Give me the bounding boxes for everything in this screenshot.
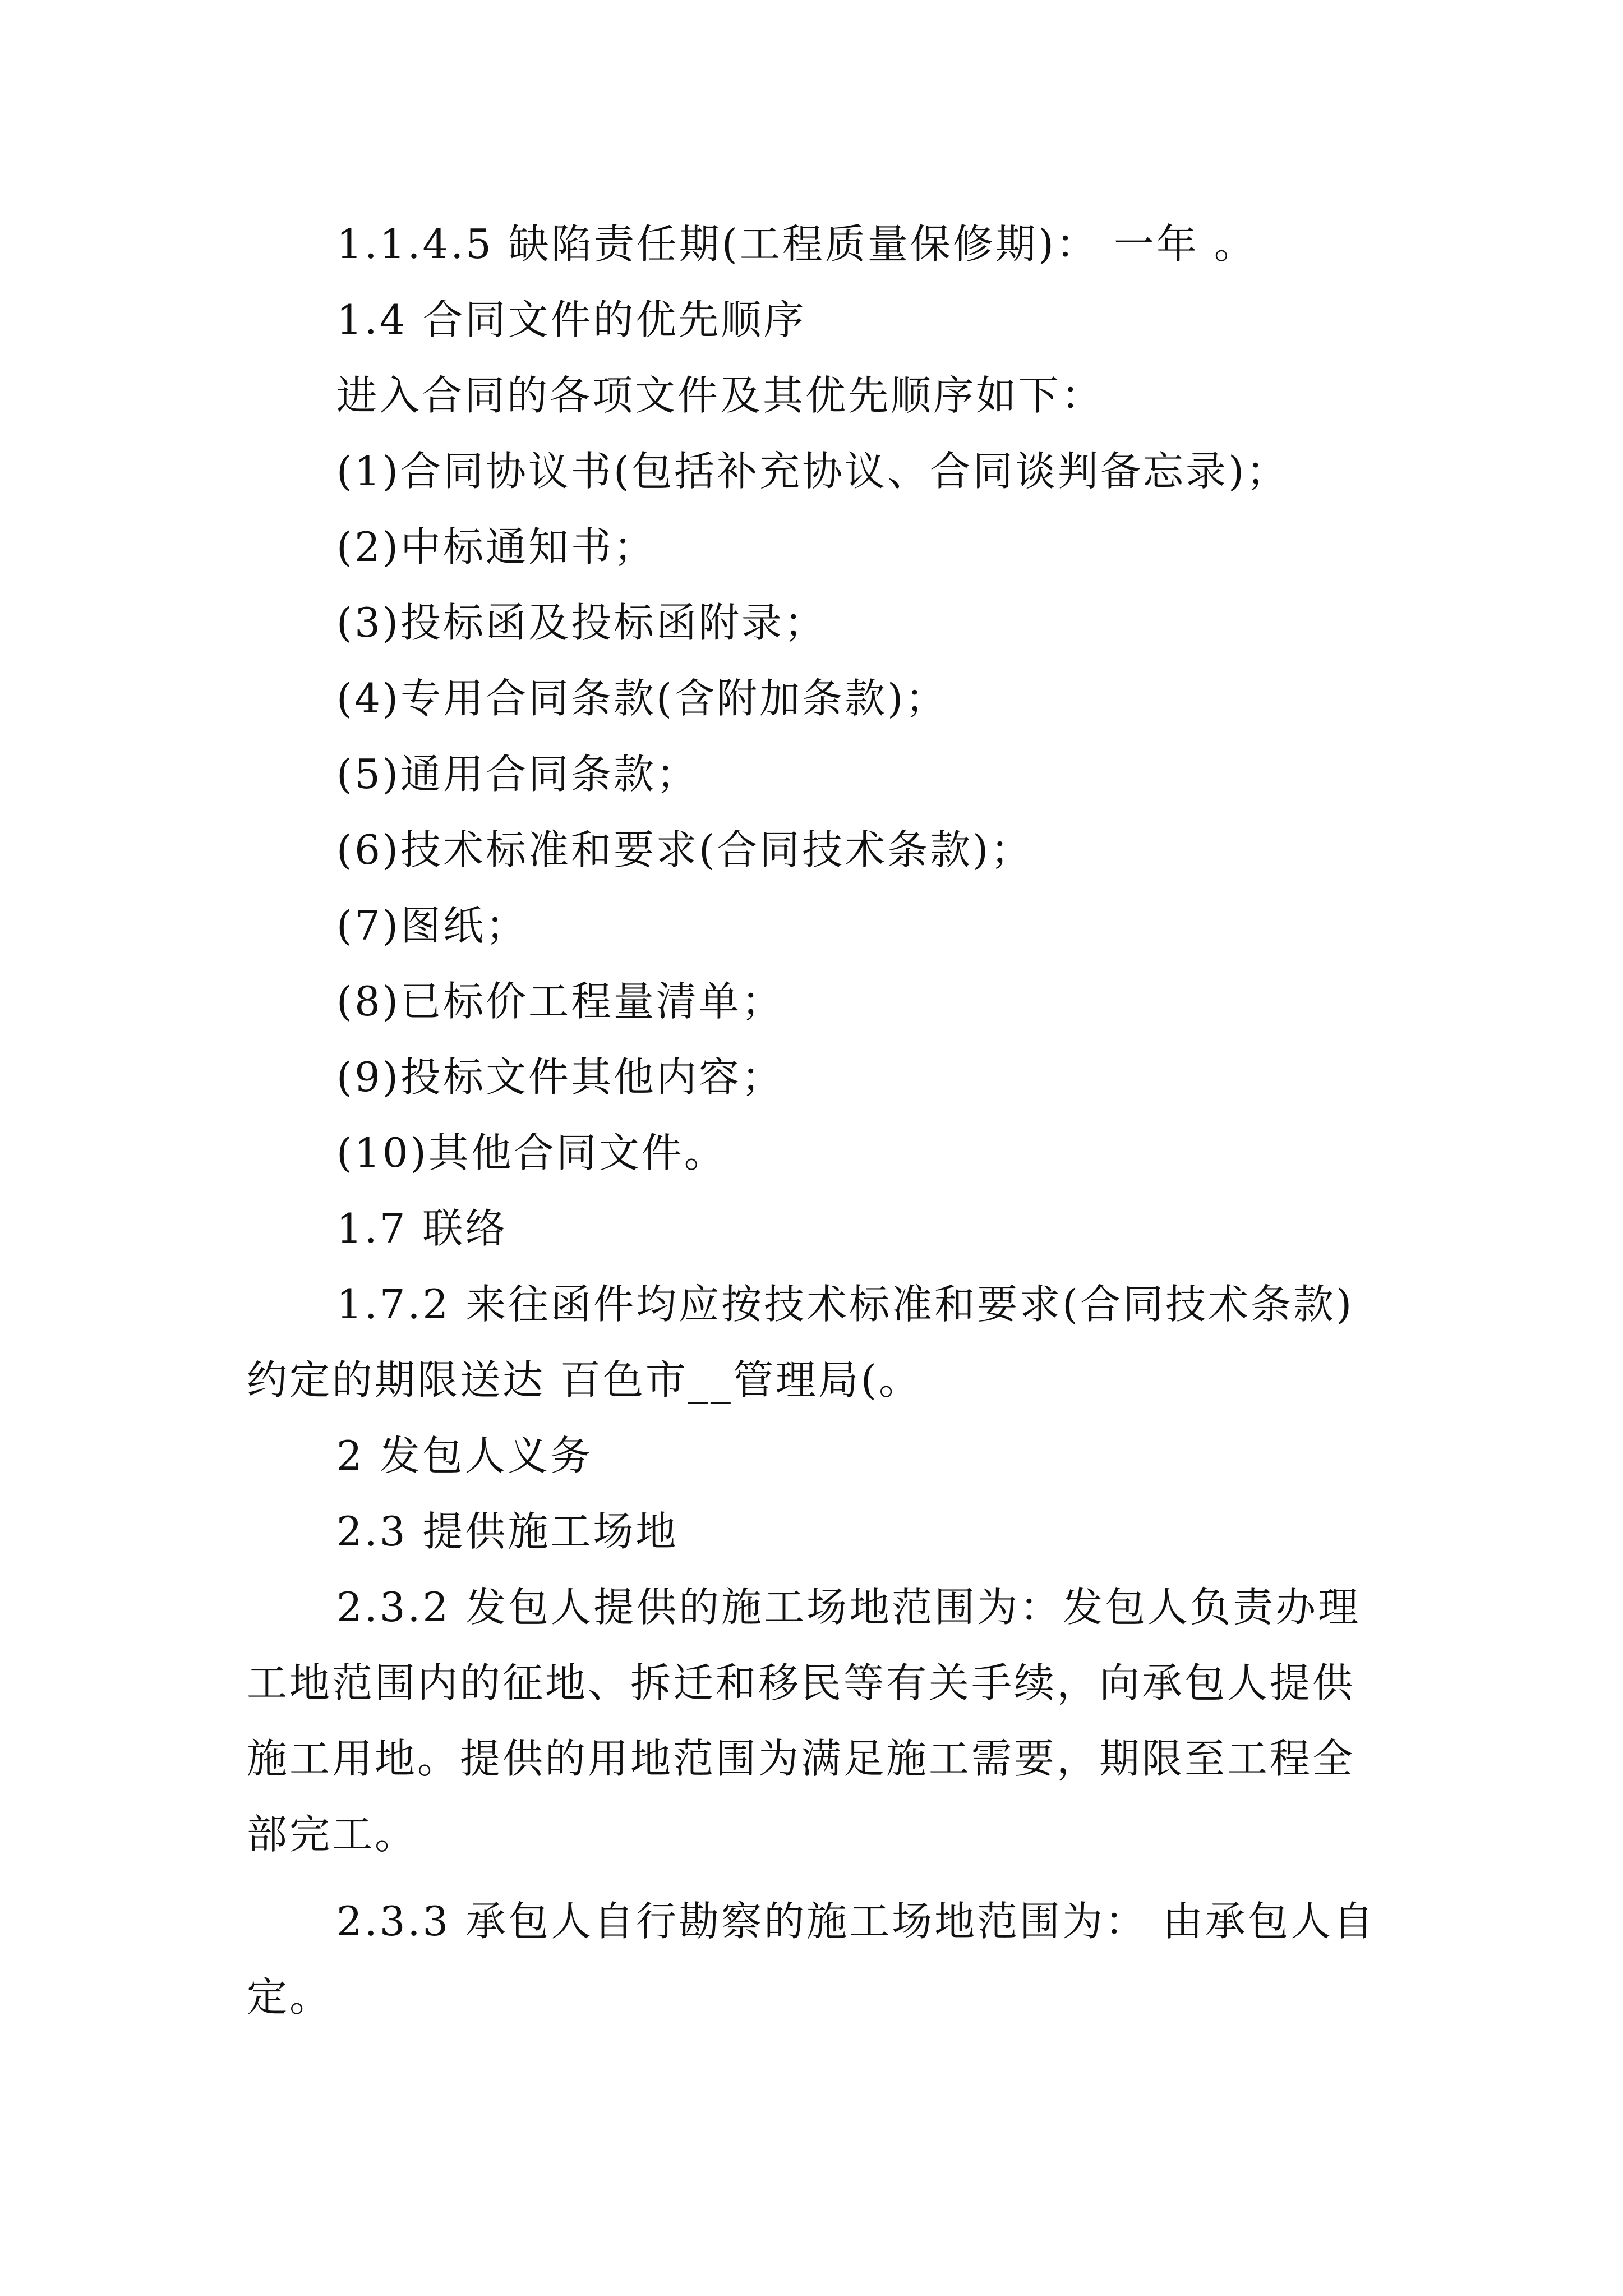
- heading-2-3: 2.3 提供施工场地: [336, 1508, 679, 1555]
- list-item-6: (6)技术标准和要求(合同技术条款)；: [336, 826, 1034, 873]
- clause-1-1-4-5: 1.1.4.5 缺陷责任期(工程质量保修期)： 一年 。: [336, 220, 1257, 268]
- list-item-10: (10)其他合同文件。: [336, 1129, 727, 1176]
- clause-2-3-3-line-2: 定。: [247, 1973, 333, 2021]
- clause-1-7-2-line-2: 约定的期限送达 百色市__管理局(。: [247, 1356, 921, 1404]
- list-item-7: (7)图纸；: [336, 902, 528, 949]
- clause-1-7-2-line-1: 1.7.2 来往函件均应按技术标准和要求(合同技术条款): [336, 1281, 1354, 1328]
- list-item-5: (5)通用合同条款；: [336, 751, 699, 798]
- clause-2-3-2-line-3: 施工用地。提供的用地范围为满足施工需要，期限至工程全: [247, 1735, 1355, 1782]
- heading-2: 2 发包人义务: [336, 1432, 593, 1479]
- list-item-1: (1)合同协议书(包括补充协议、合同谈判备忘录)；: [336, 448, 1289, 495]
- paragraph-intro: 进入合同的各项文件及其优先顺序如下：: [336, 372, 1104, 419]
- clause-2-3-3-line-1: 2.3.3 承包人自行勘察的施工场地范围为： 由承包人自: [336, 1898, 1376, 1945]
- clause-2-3-2-line-4: 部完工。: [247, 1811, 418, 1858]
- list-item-9: (9)投标文件其他内容；: [336, 1053, 784, 1101]
- heading-1-7: 1.7 联络: [336, 1205, 508, 1252]
- list-item-8: (8)已标价工程量清单；: [336, 978, 784, 1025]
- clause-2-3-2-line-1: 2.3.2 发包人提供的施工场地范围为：发包人负责办理: [336, 1584, 1361, 1631]
- heading-1-4: 1.4 合同文件的优先顺序: [336, 296, 806, 343]
- list-item-3: (3)投标函及投标函附录；: [336, 599, 827, 646]
- clause-2-3-2-line-2: 工地范围内的征地、拆迁和移民等有关手续，向承包人提供: [247, 1659, 1355, 1706]
- list-item-4: (4)专用合同条款(含附加条款)；: [336, 675, 948, 722]
- list-item-2: (2)中标通知书；: [336, 523, 656, 570]
